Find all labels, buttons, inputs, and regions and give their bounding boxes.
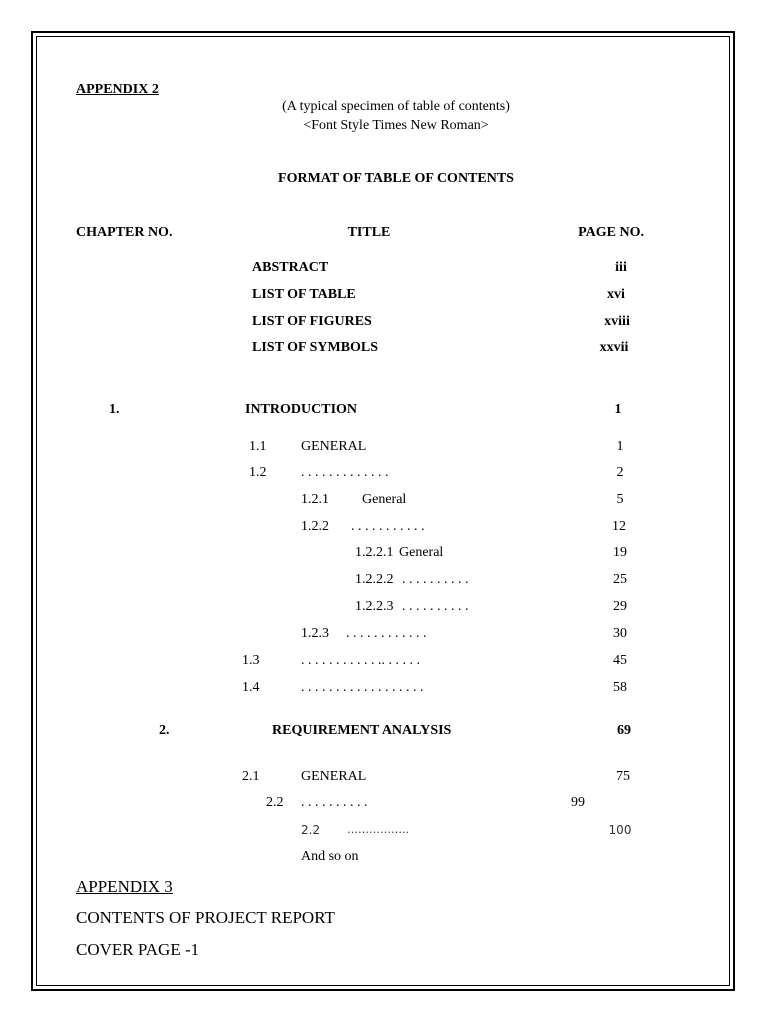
- toc-entry-page: iii: [615, 260, 627, 275]
- subsubsection-leader-dots: . . . . . . . . . .: [402, 599, 469, 614]
- chapter-page: 1: [614, 402, 622, 417]
- toc-entry-page: xvi: [607, 287, 625, 302]
- subsubsection-page: 19: [613, 545, 627, 560]
- section-title: GENERAL: [301, 769, 367, 784]
- subsubsection-title: General: [399, 545, 444, 560]
- section-number: 2.1: [242, 769, 260, 784]
- contents-of-project-report: CONTENTS OF PROJECT REPORT: [76, 908, 335, 927]
- section-number: 1.3: [242, 653, 260, 668]
- subsection-page: 30: [613, 626, 627, 641]
- toc-entry-title: LIST OF SYMBOLS: [252, 340, 379, 355]
- column-header-chapter: CHAPTER NO.: [76, 225, 173, 240]
- section-number: 1.1: [249, 439, 267, 454]
- chapter-number: 1.: [109, 402, 120, 417]
- appendix-2-heading: APPENDIX 2: [76, 82, 159, 97]
- chapter-title: REQUIREMENT ANALYSIS: [272, 723, 452, 738]
- and-so-on-note: And so on: [301, 849, 359, 864]
- chapter-title: INTRODUCTION: [245, 402, 358, 417]
- toc-entry-page: xxvii: [599, 340, 629, 355]
- section-number: 1.4: [242, 680, 260, 695]
- section-page: 100: [608, 823, 632, 837]
- section-number: 2.2: [266, 795, 284, 810]
- section-leader-dots: . . . . . . . . . . . . . . . . . .: [301, 680, 424, 695]
- subsection-number: 1.2.1: [301, 492, 329, 507]
- subsubsection-page: 29: [613, 599, 627, 614]
- column-header-page: PAGE NO.: [578, 225, 644, 240]
- chapter-number: 2.: [159, 723, 170, 738]
- subsubsection-number: 1.2.2.3: [355, 599, 394, 614]
- section-page: 2: [616, 465, 624, 480]
- toc-entry-title: LIST OF FIGURES: [252, 314, 372, 329]
- section-page: 58: [613, 680, 627, 695]
- cover-page-line: COVER PAGE -1: [76, 940, 200, 959]
- subsection-page: 12: [612, 519, 626, 534]
- section-title: GENERAL: [301, 439, 367, 454]
- column-header-title: TITLE: [347, 225, 391, 240]
- subsection-title: General: [362, 492, 407, 507]
- specimen-note: (A typical specimen of table of contents): [282, 99, 510, 114]
- section-page: 99: [571, 795, 585, 810]
- subsection-leader-dots: . . . . . . . . . . . .: [346, 626, 427, 641]
- subsection-number: 1.2.2: [301, 519, 329, 534]
- toc-entry-title: ABSTRACT: [252, 260, 329, 275]
- section-number: 1.2: [249, 465, 267, 480]
- section-leader-dots: . . . . . . . . . .: [301, 795, 368, 810]
- subsection-page: 5: [616, 492, 624, 507]
- toc-entry-title: LIST OF TABLE: [252, 287, 356, 302]
- section-page: 1: [616, 439, 624, 454]
- font-style-note: <Font Style Times New Roman>: [303, 118, 489, 133]
- appendix-3-heading: APPENDIX 3: [76, 877, 173, 896]
- format-title: FORMAT OF TABLE OF CONTENTS: [278, 171, 514, 186]
- section-page: 45: [613, 653, 627, 668]
- toc-entry-page: xviii: [604, 314, 630, 329]
- subsubsection-number: 1.2.2.1: [355, 545, 394, 560]
- chapter-page: 69: [617, 723, 631, 738]
- section-leader-dots: . . . . . . . . . . . .. . . . . .: [301, 653, 420, 668]
- section-number: 2.2: [301, 823, 321, 837]
- subsection-number: 1.2.3: [301, 626, 329, 641]
- subsubsection-leader-dots: . . . . . . . . . .: [402, 572, 469, 587]
- subsubsection-number: 1.2.2.2: [355, 572, 394, 587]
- subsection-leader-dots: . . . . . . . . . . .: [351, 519, 425, 534]
- subsubsection-page: 25: [613, 572, 627, 587]
- section-page: 75: [616, 769, 630, 784]
- section-leader-dots: ……………..: [347, 823, 409, 836]
- section-leader-dots: . . . . . . . . . . . . .: [301, 465, 389, 480]
